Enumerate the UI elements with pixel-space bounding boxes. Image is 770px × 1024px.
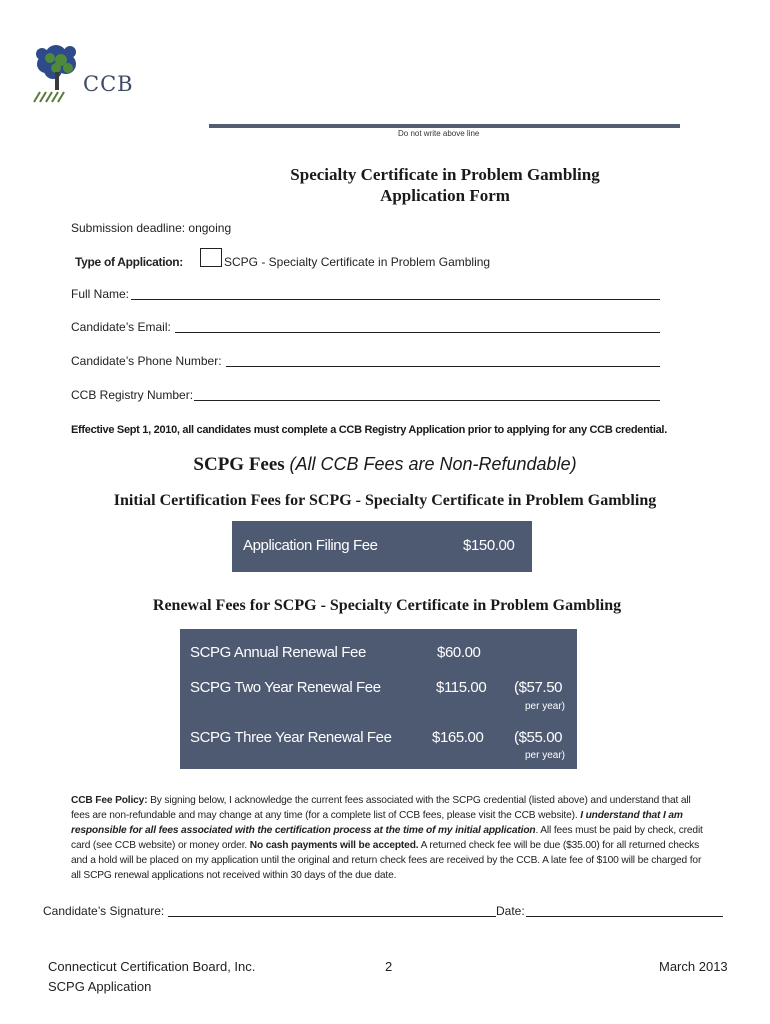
date-label: Date: [496, 904, 525, 918]
fee-policy-part1: By signing below, I acknowledge the current fees associated with the SCPG credential (listed above) and understand that all fees are non-refundable and may change at any time (for a complete list of CCB fees, please visit the CCB website). [71, 795, 691, 821]
submission-deadline: Submission deadline: ongoing [71, 221, 232, 235]
phone-label: Candidate’s Phone Number: [71, 354, 222, 368]
signature-label: Candidate’s Signature: [43, 904, 165, 918]
fee-policy-part2: . All fees must be paid by check, credit card (see CCB website) or money order. [71, 825, 703, 851]
renewal-fee-label: SCPG Three Year Renewal Fee [190, 729, 392, 746]
email-label: Candidate’s Email: [71, 320, 171, 334]
email-field[interactable] [175, 332, 660, 333]
footer-org: Connecticut Certification Board, Inc. [48, 959, 256, 974]
do-not-write-note: Do not write above line [398, 129, 480, 138]
renewal-fee-label: SCPG Annual Renewal Fee [190, 644, 366, 661]
full-name-field[interactable] [131, 299, 660, 300]
renewal-fee-label: SCPG Two Year Renewal Fee [190, 679, 381, 696]
fees-heading-bold: SCPG Fees [193, 454, 290, 475]
registry-number-field[interactable] [194, 400, 660, 401]
renewal-fee-amount: $60.00 [437, 644, 481, 661]
renewal-fee-box [180, 629, 577, 769]
form-subtitle: Application Form [380, 186, 510, 205]
scpg-checkbox[interactable] [200, 248, 222, 267]
fee-policy-label: CCB Fee Policy: [71, 795, 148, 806]
fee-policy-emphasis: I understand that I am responsible for all fees associated with the certification process at the time of my initial application [71, 810, 683, 836]
fee-policy-text [71, 793, 711, 883]
renewal-fee-per-year-note: per year) [525, 750, 566, 761]
renewal-fee-amount: $115.00 [436, 679, 487, 696]
date-field[interactable] [526, 916, 723, 917]
full-name-label: Full Name: [71, 287, 130, 301]
renewal-fee-per-year: ($55.00 [514, 729, 563, 746]
footer-doc-name: SCPG Application [48, 979, 152, 994]
renewal-fee-per-year: ($57.50 [514, 679, 563, 696]
footer-page-number: 2 [385, 959, 393, 974]
renewal-fee-amount: $165.00 [432, 729, 484, 746]
no-cash-notice: No cash payments will be accepted. [249, 840, 419, 851]
scpg-option-label: SCPG - Specialty Certificate in Problem Gambling [224, 255, 491, 269]
fees-heading-italic: (All CCB Fees are Non-Refundable) [289, 454, 577, 474]
registry-requirement-note: Effective Sept 1, 2010, all candidates must complete a CCB Registry Application prior to applying for any CCB credential. [71, 424, 667, 436]
header-rule [209, 124, 680, 128]
registry-number-label: CCB Registry Number: [71, 388, 194, 402]
signature-field[interactable] [168, 916, 496, 917]
initial-fees-heading: Initial Certification Fees for SCPG - Specialty Certificate in Problem Gambling [113, 492, 657, 509]
renewal-fee-per-year-note: per year) [525, 701, 566, 712]
footer-date: March 2013 [659, 959, 728, 974]
ccb-logo-text: CCB [83, 72, 134, 96]
initial-fee-amount: $150.00 [463, 537, 515, 554]
fee-policy-part3: A returned check fee will be due ($35.00) for all returned checks and a hold will be placed on my application until the original and return check fees are received by the CCB. A late fee of $100 will be charged for all SCPG renewal applications not received within 30 days of the due date. [71, 840, 702, 881]
form-title: Specialty Certificate in Problem Gambling [290, 165, 600, 184]
type-of-application-label: Type of Application: [75, 255, 183, 269]
fees-heading [0, 454, 770, 476]
phone-field[interactable] [226, 366, 660, 367]
initial-fee-box [232, 521, 532, 572]
initial-fee-label: Application Filing Fee [243, 537, 378, 554]
renewal-fees-heading: Renewal Fees for SCPG - Specialty Certificate in Problem Gambling [152, 597, 622, 614]
